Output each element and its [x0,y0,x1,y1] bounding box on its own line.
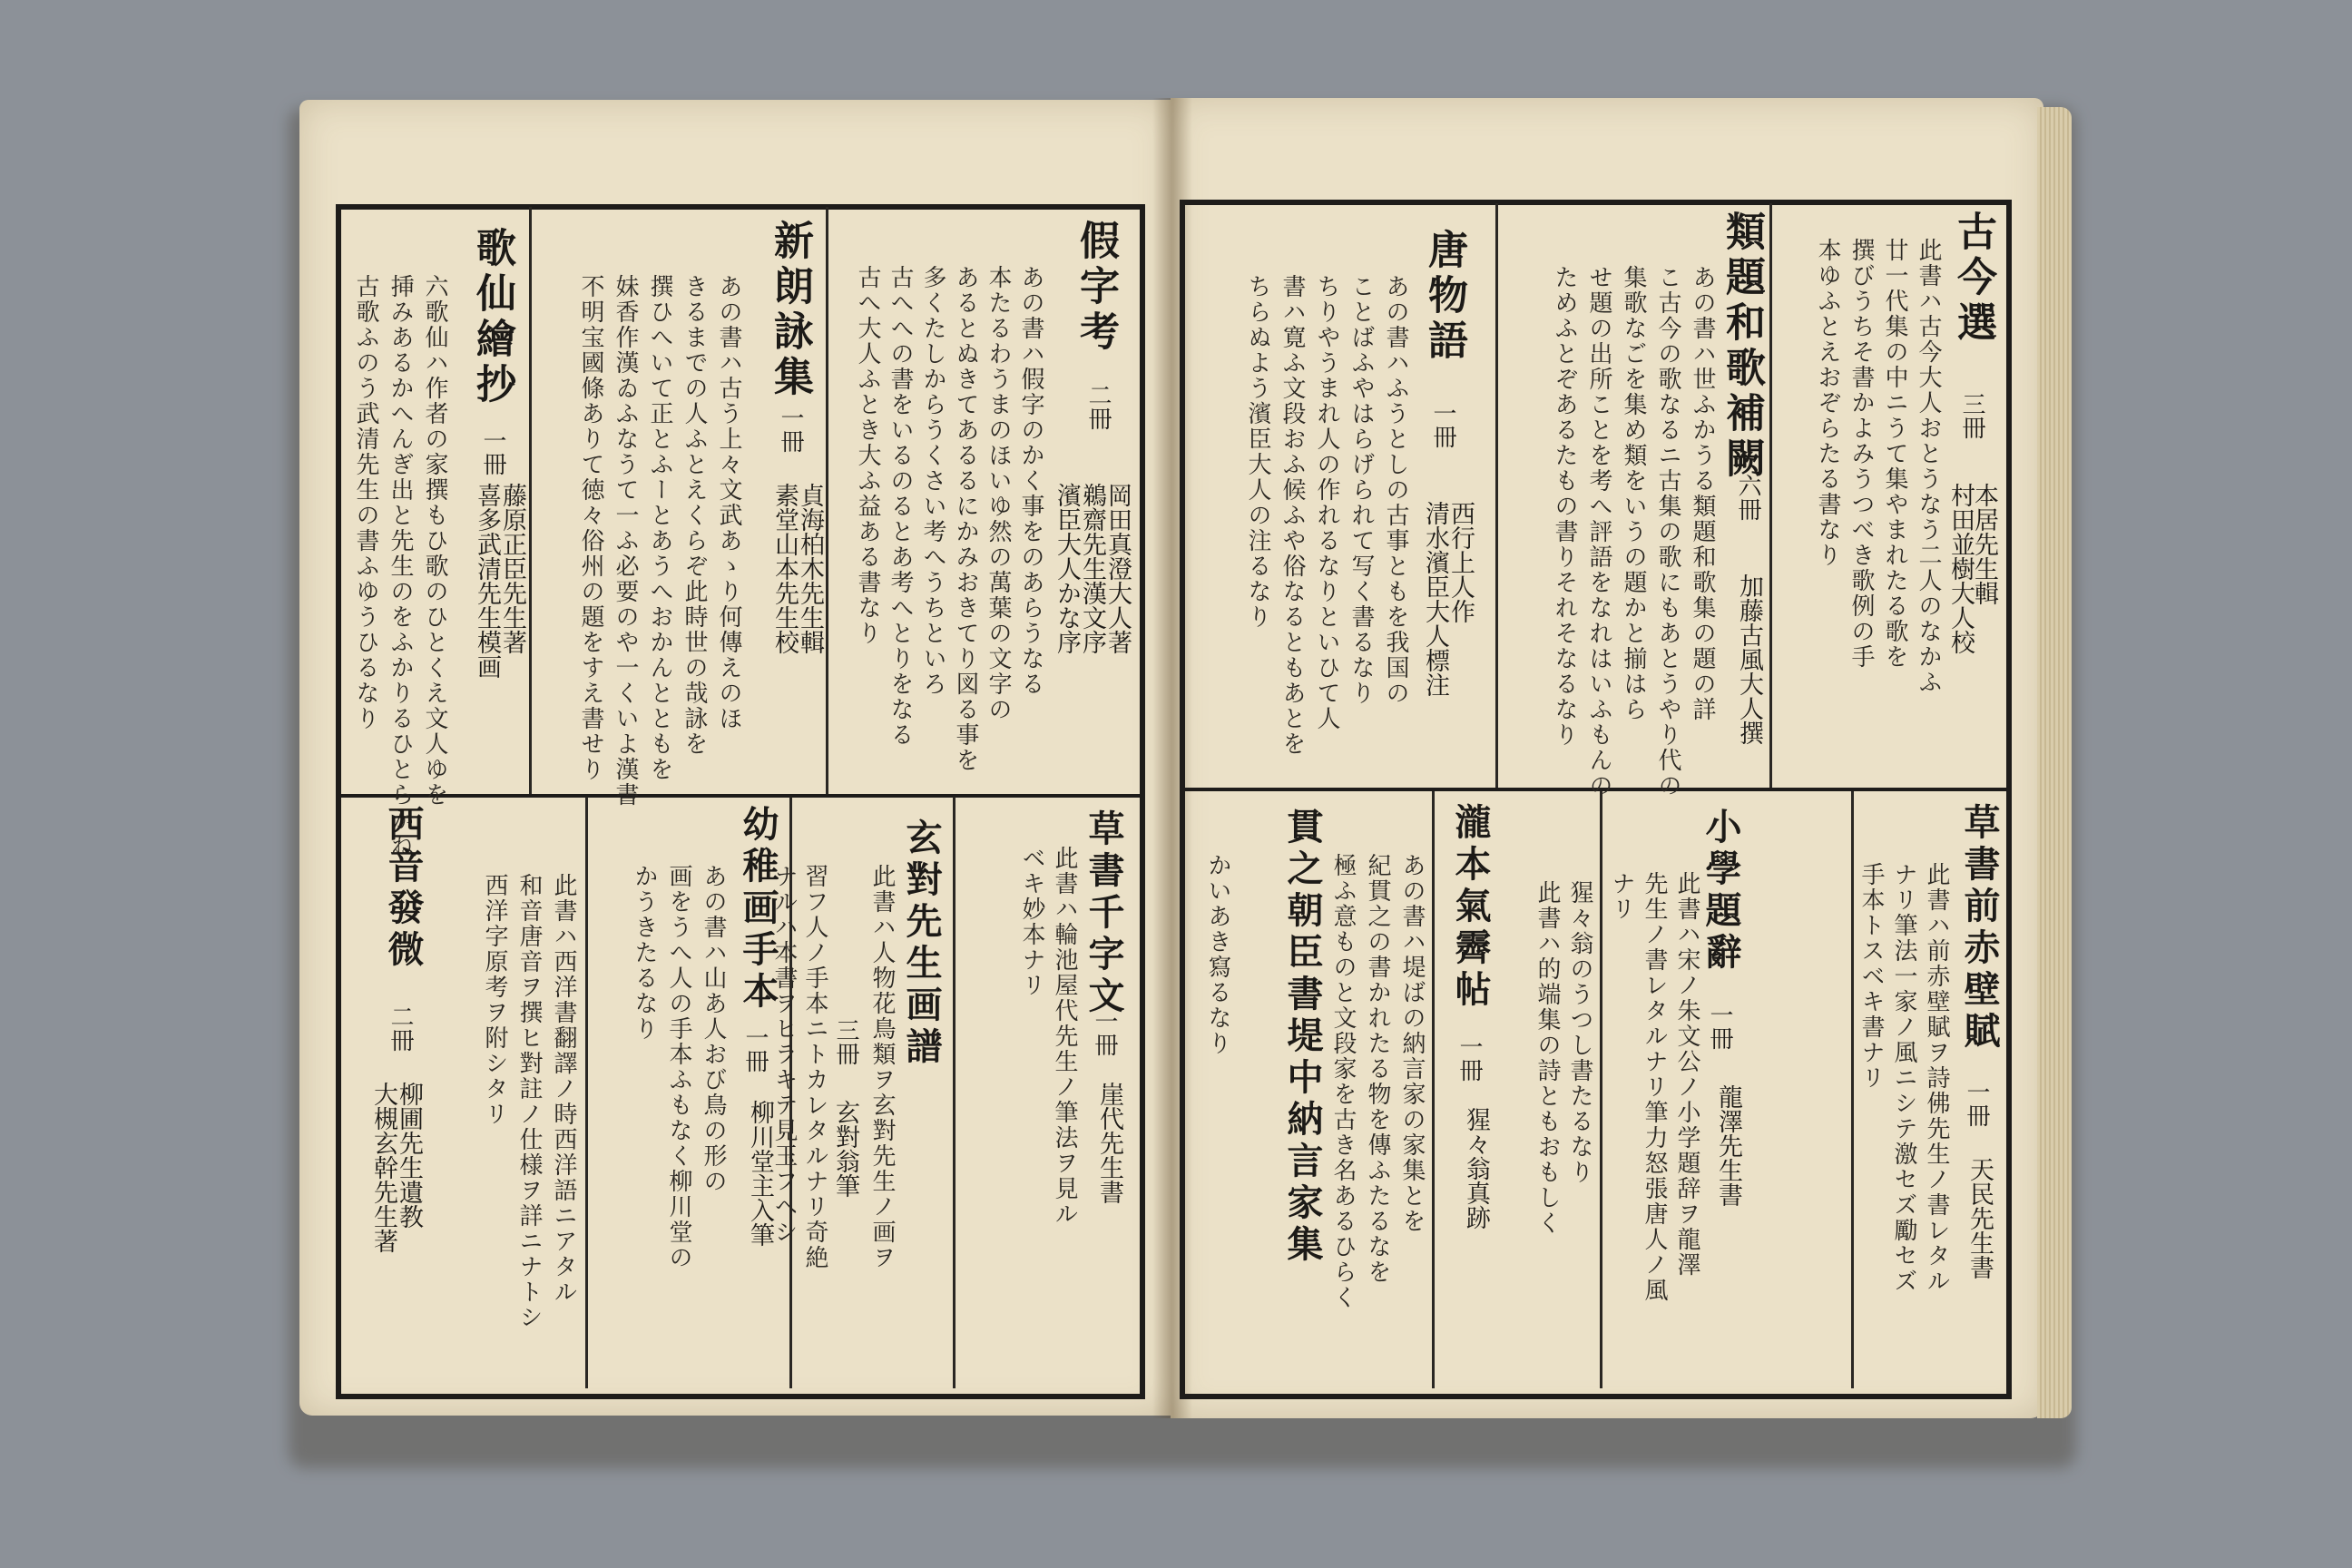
entry-description: 集歌なごを集め類をいうの題かと揃はら [1620,265,1647,722]
entry-description: ちりやうまれ人の作れるなりといひて人 [1313,274,1340,731]
entry-author: 本居先生輯 [1970,483,1998,605]
entry-volumes: 三冊 [832,1018,859,1065]
book-entry [1436,799,1595,1379]
entry-author: 喜多武清先生模画 [473,483,501,679]
book-entry [1604,799,1847,1379]
book-entry [343,211,526,858]
entry-description: 本たるわうまのほいゆ然の萬葉の文字の [985,265,1012,722]
entry-author: 玄對翁筆 [831,1100,859,1198]
entry-title: 幼稚画手本 [737,805,779,1014]
entry-author: 濱臣大人かな序 [1053,483,1081,654]
book-entry [1184,799,1427,1379]
entry-description: せ題の出所ことを考へ評語をなれはいふもんの [1585,265,1612,799]
entry-description: ためふとぞあるたもの書りそれそなるなり [1551,265,1578,748]
page-edges [2037,107,2072,1418]
book-entry [534,211,824,808]
entry-author: 村田並樹大人校 [1946,483,1975,654]
entry-volumes: 一冊 [1091,1009,1118,1056]
entry-author: 岡田真澄大人著 [1103,483,1132,654]
entry-author: 柳川堂主入筆 [746,1100,774,1247]
entry-volumes: 三冊 [1958,392,1985,439]
right-bottom-sep-1 [1851,791,1854,1388]
entry-author: 鵜齋先生漢文序 [1078,483,1106,654]
entry-volumes: 六冊 [1734,474,1761,521]
entry-title: 唐物語 [1421,229,1467,365]
right-bottom-sep-3 [1432,791,1435,1388]
entry-description: 廿一代集の中ニうて集やまれたる歌を [1881,238,1908,670]
entry-description: 此書ハ西洋書翻譯ノ時西洋語ニアタル [550,873,577,1305]
entry-description: 先生ノ書レタルナリ筆力怒張唐人ノ風 [1641,871,1668,1303]
entry-description: 習フ人ノ手本ニトカレタルナリ奇絶 [801,864,828,1270]
entry-title: 新朗詠集 [767,220,813,401]
book-entry [1196,211,1491,782]
book-entry [957,800,1134,1381]
entry-author: 素堂山本先生校 [770,483,799,654]
left-top-sep-1 [529,207,532,794]
entry-author: 西行上人作 [1446,501,1475,623]
entry-description: 六歌仙ハ作者の家撰もひ歌のひとくえ文人ゆを [421,274,448,808]
book-entry [343,800,581,1381]
entry-description: きるまでの人ふとえくらぞ此時世の哉詠を [681,274,708,757]
entry-description: 此書ハ的端集の詩ともおもしく [1534,880,1561,1236]
entry-description: 書ハ寛ふ文段おふ候ふや俗なるともあとを [1279,274,1306,757]
entry-author: 藤原正臣先生著 [498,483,526,654]
entry-description: 此書ハ古今大人おとうなう二人のなかふ [1915,238,1942,695]
book-entry [1856,799,2001,1379]
entry-volumes: 一冊 [1455,1034,1483,1082]
book-entry [1774,211,1996,782]
entry-description: あるとぬきてあるるにかみおきてり図る事を [952,265,979,773]
entry-description: 紀貫之の書かれたる物を傳ふたるなを [1364,853,1391,1285]
entry-description: 此書ハ人物花鳥類ヲ玄對先生ノ画ヲ [868,864,896,1270]
entry-volumes: 一冊 [479,428,506,475]
entry-description: 和音唐音ヲ撰ヒ對註ノ仕様ヲ詳ニナトシ [515,873,543,1330]
entry-description: ナルハ本書ヲヒラキテ見玉フヘシ [770,864,798,1245]
entry-volumes: 一冊 [1429,401,1456,448]
entry-author: 清水濱臣大人標注 [1421,501,1449,697]
entry-description: あの書ハ山あ人おび鳥の形の [700,864,727,1194]
right-top-sep-1 [1769,203,1772,788]
entry-title: 假字考 [1073,220,1119,356]
book-entry [590,800,785,1381]
entry-title: 小學題辭 [1700,808,1742,975]
left-divider [336,794,1143,798]
entry-description: 古へ大人ふとき大ふ益ある書なり [854,265,881,646]
entry-description: 古歌ふのう武清先生の書ふゆうひるなり [352,274,379,731]
book-entry [830,211,1130,788]
entry-author: 猩々翁真跡 [1462,1107,1490,1230]
entry-author: 貞海柏木先生輯 [796,483,824,654]
entry-description: ちらぬよう濱臣大人の注るなり [1244,274,1271,630]
entry-volumes: 一冊 [1963,1080,1990,1127]
entry-description: 撰びうちそ書かよみうつべき歌例の手 [1847,238,1875,670]
right-top-sep-2 [1495,203,1498,788]
entry-title: 草書千字文 [1083,809,1125,1018]
entry-author: 龍澤先生書 [1714,1084,1742,1207]
entry-title: 古今選 [1950,211,1996,347]
left-bottom-sep-3 [953,797,956,1388]
entry-description: あの書ハ世ふかうる類題和歌集の題の詳 [1689,265,1716,722]
entry-description: 挿みあるかへんぎ出と先生のをふかりるひとらかね [387,274,414,858]
entry-description: 古へへの書をいるのるとあ考へとりをなる [887,265,914,748]
entry-description: かいあき寫るなり [1204,853,1231,1056]
entry-volumes: 一冊 [777,406,804,453]
book-entry [770,800,948,1381]
entry-description: 極ふ意ものと文段家を古き名あるひらく [1329,853,1357,1310]
entry-volumes: 一冊 [1706,1003,1733,1050]
entry-description: 猩々翁のうつし書たるなり [1566,880,1593,1185]
entry-description: ことばふやはらげられて写く書るなり [1348,274,1375,706]
entry-volumes: 一冊 [741,1025,769,1073]
entry-title: 歌仙繪抄 [469,227,515,408]
entry-description: あの書ハふうとしの古事ともを我国の [1382,274,1409,706]
entry-title: 類題和歌補闕 [1719,211,1765,483]
entry-volumes: 二冊 [1084,383,1112,430]
entry-title: 西音發微 [382,805,425,972]
entry-description: ベキ妙本ナリ [1018,846,1045,998]
entry-title: 草書前赤壁賦 [1958,803,2001,1054]
entry-description: 此書ハ輪池屋代先生ノ筆法ヲ見ル [1051,846,1078,1227]
entry-description: 撰ひへいて正とふーとあうへおかんとともを [646,274,673,782]
entry-author: 加藤古風大人撰 [1735,573,1763,745]
entry-description: ナリ筆法一家ノ風ニシテ激セズ勵セズ [1890,862,1917,1294]
book-entry [1500,211,1765,799]
entry-author: 天民先生書 [1965,1157,1994,1279]
right-bottom-sep-2 [1600,791,1602,1388]
entry-volumes: 二冊 [387,1004,414,1052]
entry-description: 妹香作漢ゐふなうて一ふ必要のや一くいよ漢書 [612,274,639,808]
entry-author: 崖代先生書 [1095,1082,1123,1204]
entry-description: あの書ハ堤ばの納言家の家集とを [1398,853,1426,1234]
entry-description: かうきたるなり [631,864,658,1042]
entry-description: 此書ハ宋ノ朱文公ノ小学題辞ヲ龍澤 [1673,871,1700,1278]
left-bottom-sep-1 [585,797,588,1388]
entry-title: 玄對先生画譜 [900,818,943,1069]
entry-description: 本ゆふとえおぞらたる書なり [1814,238,1841,568]
left-top-sep-2 [826,207,828,794]
entry-description: ナリ [1608,871,1635,922]
entry-title: 瀧本氣霽帖 [1449,803,1492,1012]
entry-description: あの書ハ古う上々文武あゝり何傳えのほ [715,274,742,731]
entry-title: 貫之朝臣書堤中納言家集 [1281,808,1324,1267]
entry-description: 不明宝國條ありて徳々俗州の題をすえ書せり [577,274,604,782]
entry-description: 西洋字原考ヲ附シタリ [481,873,508,1127]
entry-author: 大槻玄幹先生著 [369,1082,397,1253]
entry-description: 多くたしからうくさい考へうちといろ [919,265,946,697]
entry-description: 画をうへ人の手本ふもなく柳川堂の [665,864,692,1270]
entry-description: 手本トスベキ書ナリ [1857,862,1885,1091]
entry-description: 此書ハ前赤壁賦ヲ詩佛先生ノ書レタル [1923,862,1950,1294]
entry-author: 柳圃先生遺教 [395,1082,423,1229]
entry-description: こ古今の歌なるニ古集の歌にもあとうやり代の [1654,265,1681,799]
entry-description: あの書ハ假字のかく事をのあらうなる [1017,265,1044,697]
